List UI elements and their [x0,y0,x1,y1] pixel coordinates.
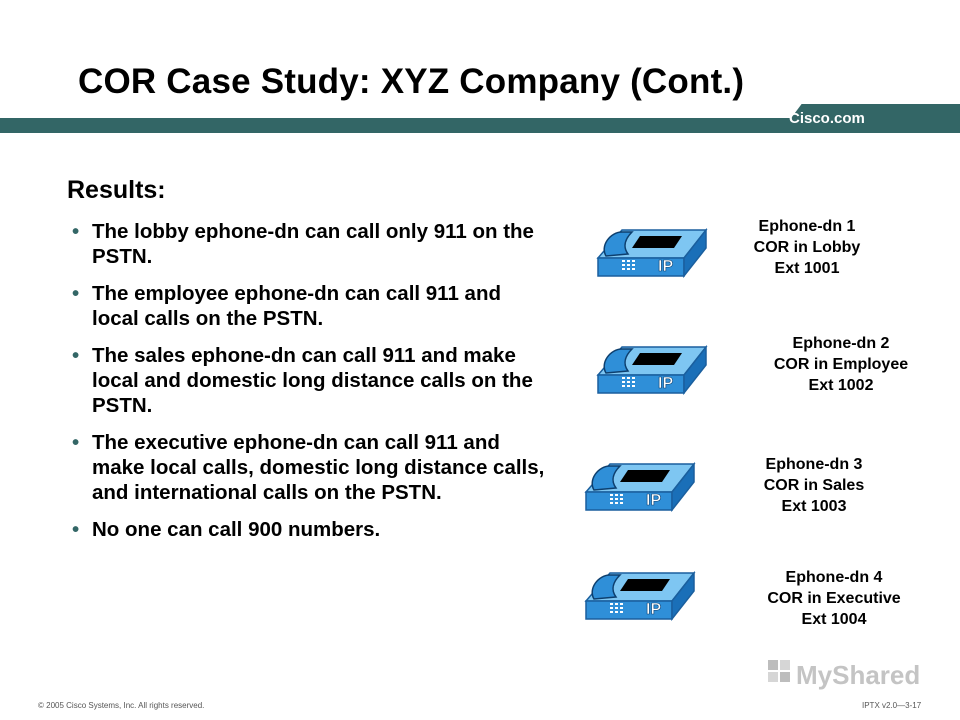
results-heading: Results: [67,176,166,204]
bullet-icon: • [72,282,80,305]
ip-badge: IP [646,492,662,509]
bullet-icon: • [72,431,80,454]
bullet-text: The executive ephone-dn can call 911 and make local calls, domestic long distance calls, and international calls on the PSTN. [92,431,545,504]
phone-3-line1: Ephone-dn 3 [765,456,863,473]
phone-1-label [752,216,862,279]
bullet-icon: • [72,344,80,367]
ip-badge: IP [658,258,674,275]
phone-2-label [749,333,933,396]
phone-1-line1: Ephone-dn 1 [758,218,856,235]
phone-4-label [740,567,928,630]
phone-2-line2: COR in Employee [773,356,909,373]
ip-badge: IP [658,375,674,392]
phone-4-line2: COR in Executive [767,590,901,607]
bullet-text: The sales ephone-dn can call 911 and make local and domestic long distance calls on the PSTN. [92,344,533,417]
brand-label: Cisco.com [789,110,865,127]
ip-phone-icon [592,341,712,401]
bullet-icon: • [72,220,80,243]
phone-4-line1: Ephone-dn 4 [785,569,883,586]
list-item [72,281,552,331]
bullet-icon: • [72,518,80,541]
list-item [72,219,552,269]
slide-title: COR Case Study: XYZ Company (Cont.) [78,62,745,101]
ip-badge: IP [646,601,662,618]
phone-3-label [752,454,876,517]
phone-3-line3: Ext 1003 [781,498,847,515]
phone-4-line3: Ext 1004 [801,611,867,628]
phone-1-line3: Ext 1001 [774,260,840,277]
bullet-text: The employee ephone-dn can call 911 and local calls on the PSTN. [92,282,501,330]
ip-phone-icon [580,458,700,518]
list-item [72,517,552,542]
phone-2-line1: Ephone-dn 2 [792,335,890,352]
phone-2-line3: Ext 1002 [808,377,874,394]
phone-1-line2: COR in Lobby [753,239,861,256]
bullet-text: No one can call 900 numbers. [92,518,381,541]
phone-3-line2: COR in Sales [763,477,865,494]
ip-phone-icon [592,224,712,284]
bullet-text: The lobby ephone-dn can call only 911 on the PSTN. [92,220,534,268]
slide-number-footer: IPTX v2.0—3-17 [862,701,922,710]
watermark-text: MyShared [796,660,921,690]
ip-phone-icon [580,567,700,627]
list-item [72,430,552,505]
copyright-footer: © 2005 Cisco Systems, Inc. All rights reserved. [38,701,205,710]
watermark-logo [766,654,936,694]
list-item [72,343,552,418]
results-list [72,219,552,554]
